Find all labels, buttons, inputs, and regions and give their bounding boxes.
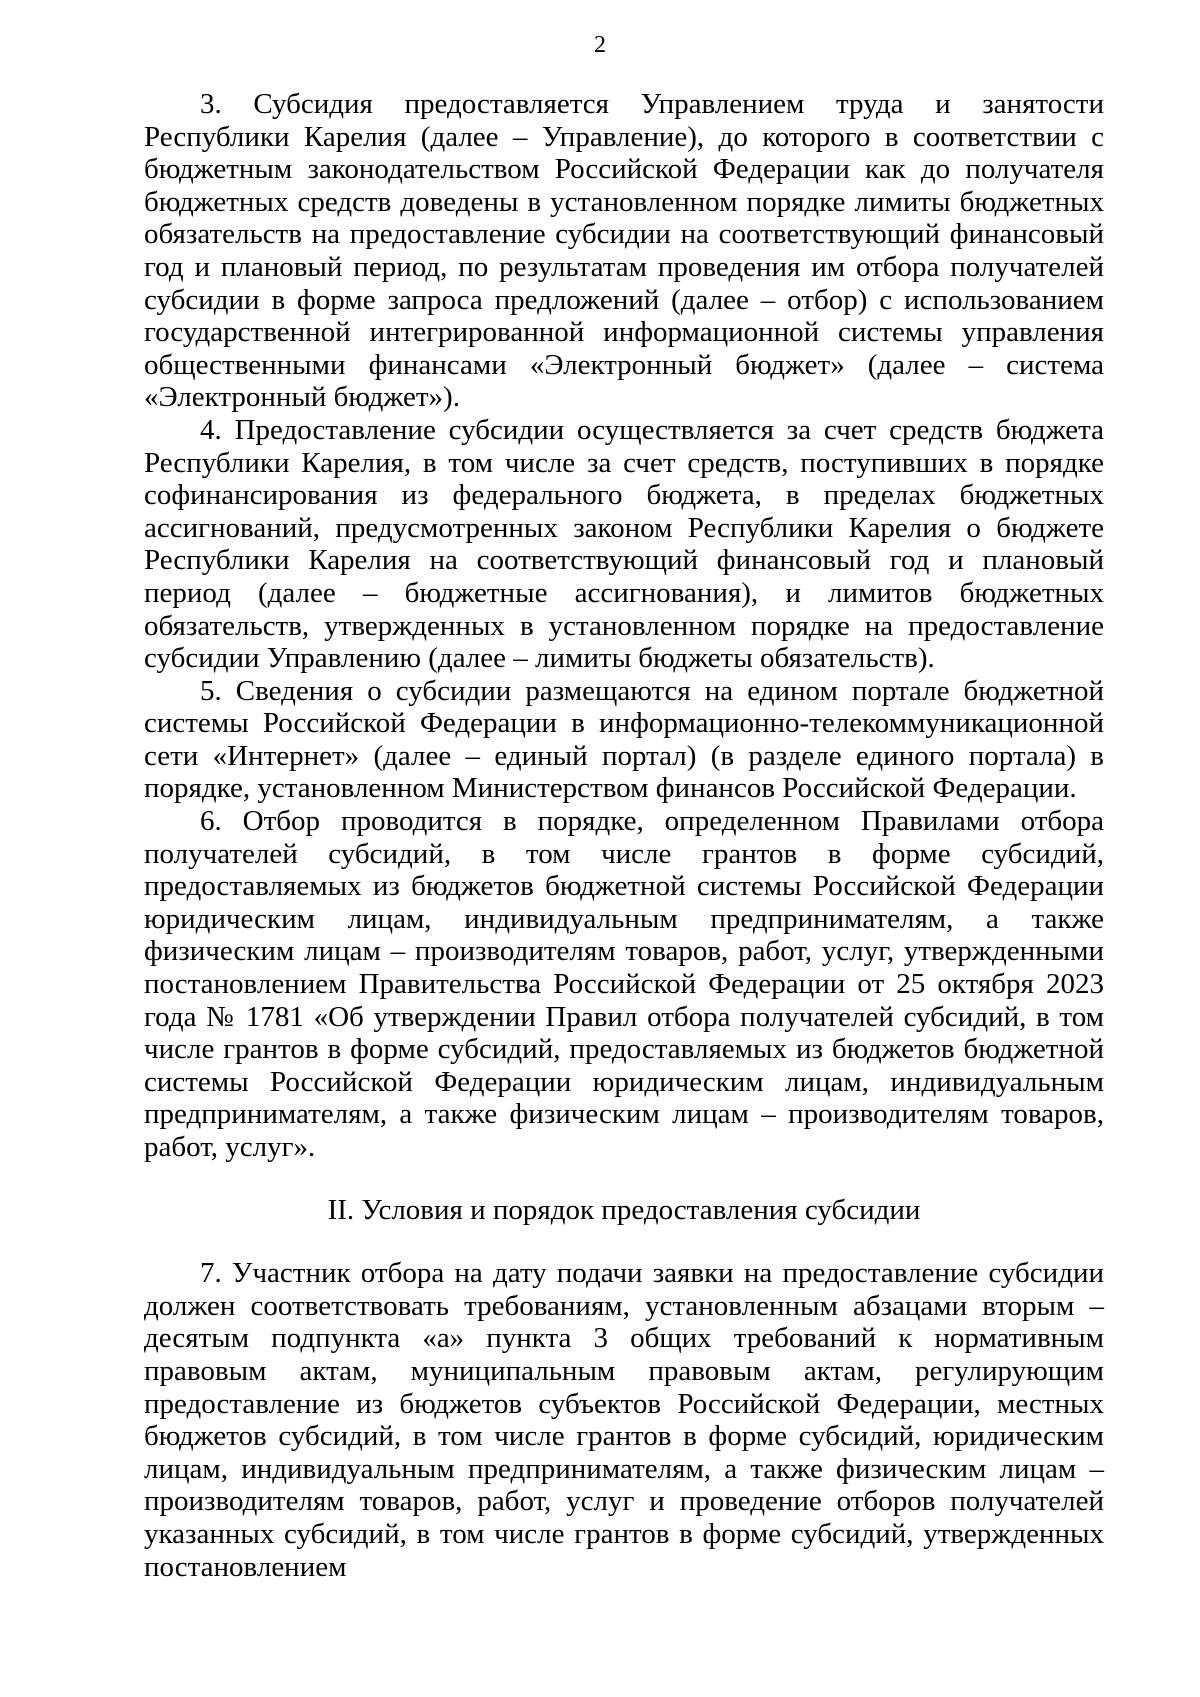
page-number: 2 [594,32,606,58]
paragraph-3: 3. Субсидия предоставляется Управлением труда и занятости Республики Карелия (далее – Управление), до которого в соответствии с бюджетным законодательством Российской Федерации как до получателя бюджетных средств доведены в установленном порядке лимиты бюджетных обязательств на предоставление субсидии на соответствующий финансовый год и плановый период, по результатам проведения им отбора получателей субсидии в форме запроса предложений (далее – отбор) с использованием государственной интегрированной информационной системы управления общественными финансами «Электронный бюджет» (далее – система «Электронный бюджет»). [144,88,1104,414]
paragraph-7: 7. Участник отбора на дату подачи заявки на предоставление субсидии должен соответствовать требованиям, установленным абзацами вторым – десятым подпункта «а» пункта 3 общих требований к нормативным правовым актам, муниципальным правовым актам, регулирующим предоставление из бюджетов субъектов Российской Федерации, местных бюджетов субсидий, в том числе грантов в форме субсидий, юридическим лицам, индивидуальным предпринимателям, а также физическим лицам – производителям товаров, работ, услуг и проведение отборов получателей указанных субсидий, в том числе грантов в форме субсидий, утвержденных постановлением [144,1257,1104,1583]
document-body [144,88,1104,1583]
paragraph-4: 4. Предоставление субсидии осуществляется за счет средств бюджета Республики Карелия, в том числе за счет средств, поступивших в порядке софинансирования из федерального бюджета, в пределах бюджетных ассигнований, предусмотренных законом Республики Карелия о бюджете Республики Карелия на соответствующий финансовый год и плановый период (далее – бюджетные ассигнования), и лимитов бюджетных обязательств, утвержденных в установленном порядке на предоставление субсидии Управлению (далее – лимиты бюджеты обязательств). [144,413,1104,675]
section-heading: II. Условия и порядок предоставления субсидии [327,1193,921,1226]
paragraph-6: 6. Отбор проводится в порядке, определенном Правилами отбора получателей субсидий, в том числе грантов в форме субсидий, предоставляемых из бюджетов бюджетной системы Российской Федерации юридическим лицам, индивидуальным предпринимателям, а также физическим лицам – производителям товаров, работ, услуг, утвержденными постановлением Правительства Российской Федерации от 25 октября 2023 года № 1781 «Об утверждении Правил отбора получателей субсидий, в том числе грантов в форме субсидий, предоставляемых из бюджетов бюджетной системы Российской Федерации юридическим лицам, индивидуальным предпринимателям, а также физическим лицам – производителям товаров, работ, услуг». [144,805,1104,1163]
paragraph-5: 5. Сведения о субсидии размещаются на едином портале бюджетной системы Российской Федерации в информационно-телекоммуникационной сети «Интернет» (далее – единый портал) (в разделе единого портала) в порядке, установленном Министерством финансов Российской Федерации. [144,674,1104,805]
